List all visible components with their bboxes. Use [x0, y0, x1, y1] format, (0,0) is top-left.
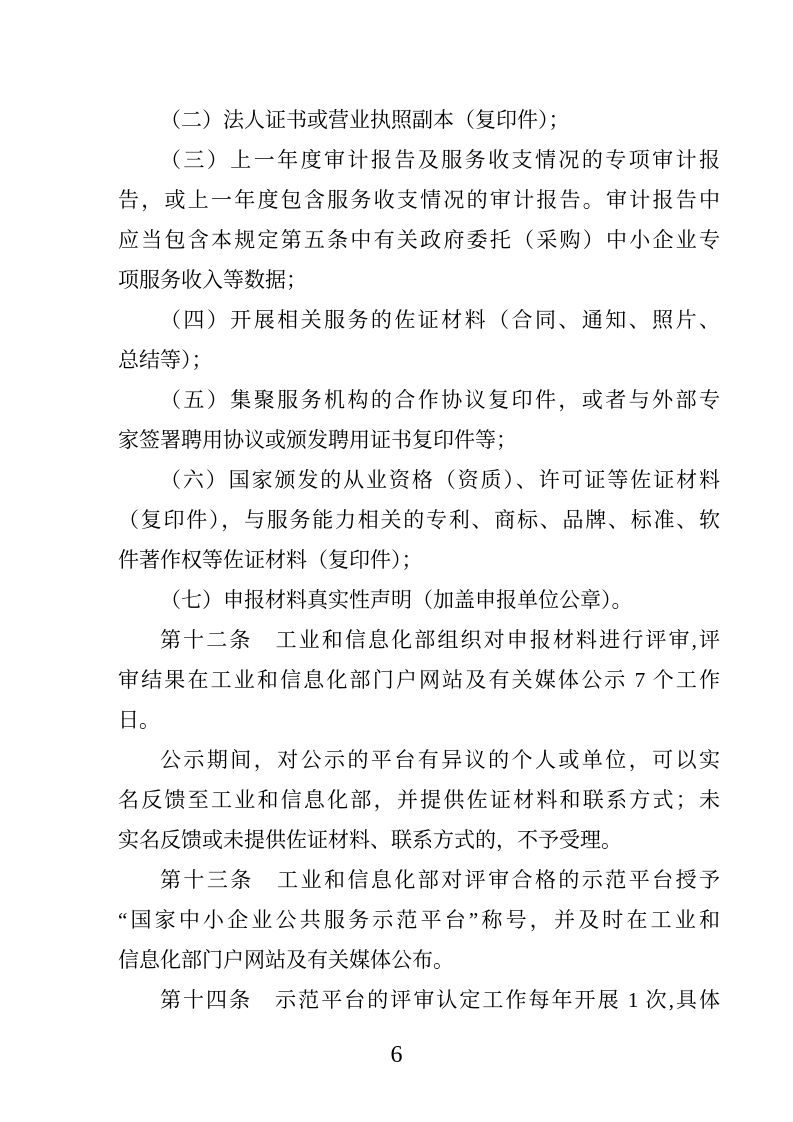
text-line: 信息化部门户网站及有关媒体公布。	[118, 948, 454, 972]
document-body	[118, 100, 720, 1020]
text-line: 名反馈至工业和信息化部，并提供佐证材料和联系方式；未	[118, 788, 720, 812]
text-line: （复印件），与服务能力相关的专利、商标、品牌、标准、软	[118, 508, 720, 532]
text-line: （五）集聚服务机构的合作协议复印件，或者与外部专	[160, 388, 720, 412]
text-line: 总结等）；	[118, 348, 213, 372]
text-line: 审结果在工业和信息化部门户网站及有关媒体公示 7 个工作	[118, 668, 720, 692]
paragraph	[118, 100, 720, 140]
text-line: 应当包含本规定第五条中有关政府委托（采购）中小企业专	[118, 228, 720, 252]
text-line: （六）国家颁发的从业资格（资质）、许可证等佐证材料	[160, 468, 720, 492]
paragraph	[118, 580, 720, 620]
text-line: 实名反馈或未提供佐证材料、联系方式的，不予受理。	[118, 828, 622, 852]
text-line: （七）申报材料真实性声明（加盖申报单位公章）。	[160, 588, 633, 612]
text-line: 第十二条 工业和信息化部组织对申报材料进行评审,评	[160, 628, 720, 652]
text-line: 告，或上一年度包含服务收支情况的审计报告。审计报告中	[118, 188, 720, 212]
text-line: （三）上一年度审计报告及服务收支情况的专项审计报	[160, 148, 720, 172]
paragraph	[118, 460, 720, 580]
text-line: 家签署聘用协议或颁发聘用证书复印件等；	[118, 428, 517, 452]
paragraph	[118, 140, 720, 300]
paragraph	[118, 740, 720, 860]
text-line: 第十四条 示范平台的评审认定工作每年开展 1 次,具体	[160, 988, 720, 1012]
text-line: （二）法人证书或营业执照副本（复印件）；	[160, 108, 570, 132]
paragraph	[118, 300, 720, 380]
text-line: 第十三条 工业和信息化部对评审合格的示范平台授予	[160, 868, 720, 892]
paragraph	[118, 380, 720, 460]
page-number: 6	[390, 1042, 403, 1068]
paragraph	[118, 860, 720, 980]
text-line: （四）开展相关服务的佐证材料（合同、通知、照片、	[160, 308, 720, 332]
text-line: “国家中小企业公共服务示范平台”称号，并及时在工业和	[118, 908, 720, 932]
text-line: 公示期间，对公示的平台有异议的个人或单位，可以实	[160, 748, 720, 772]
paragraph	[118, 980, 720, 1020]
text-line: 项服务收入等数据；	[118, 268, 307, 292]
paragraph	[118, 620, 720, 740]
text-line: 件著作权等佐证材料（复印件）；	[118, 548, 423, 572]
text-line: 日。	[118, 708, 160, 732]
